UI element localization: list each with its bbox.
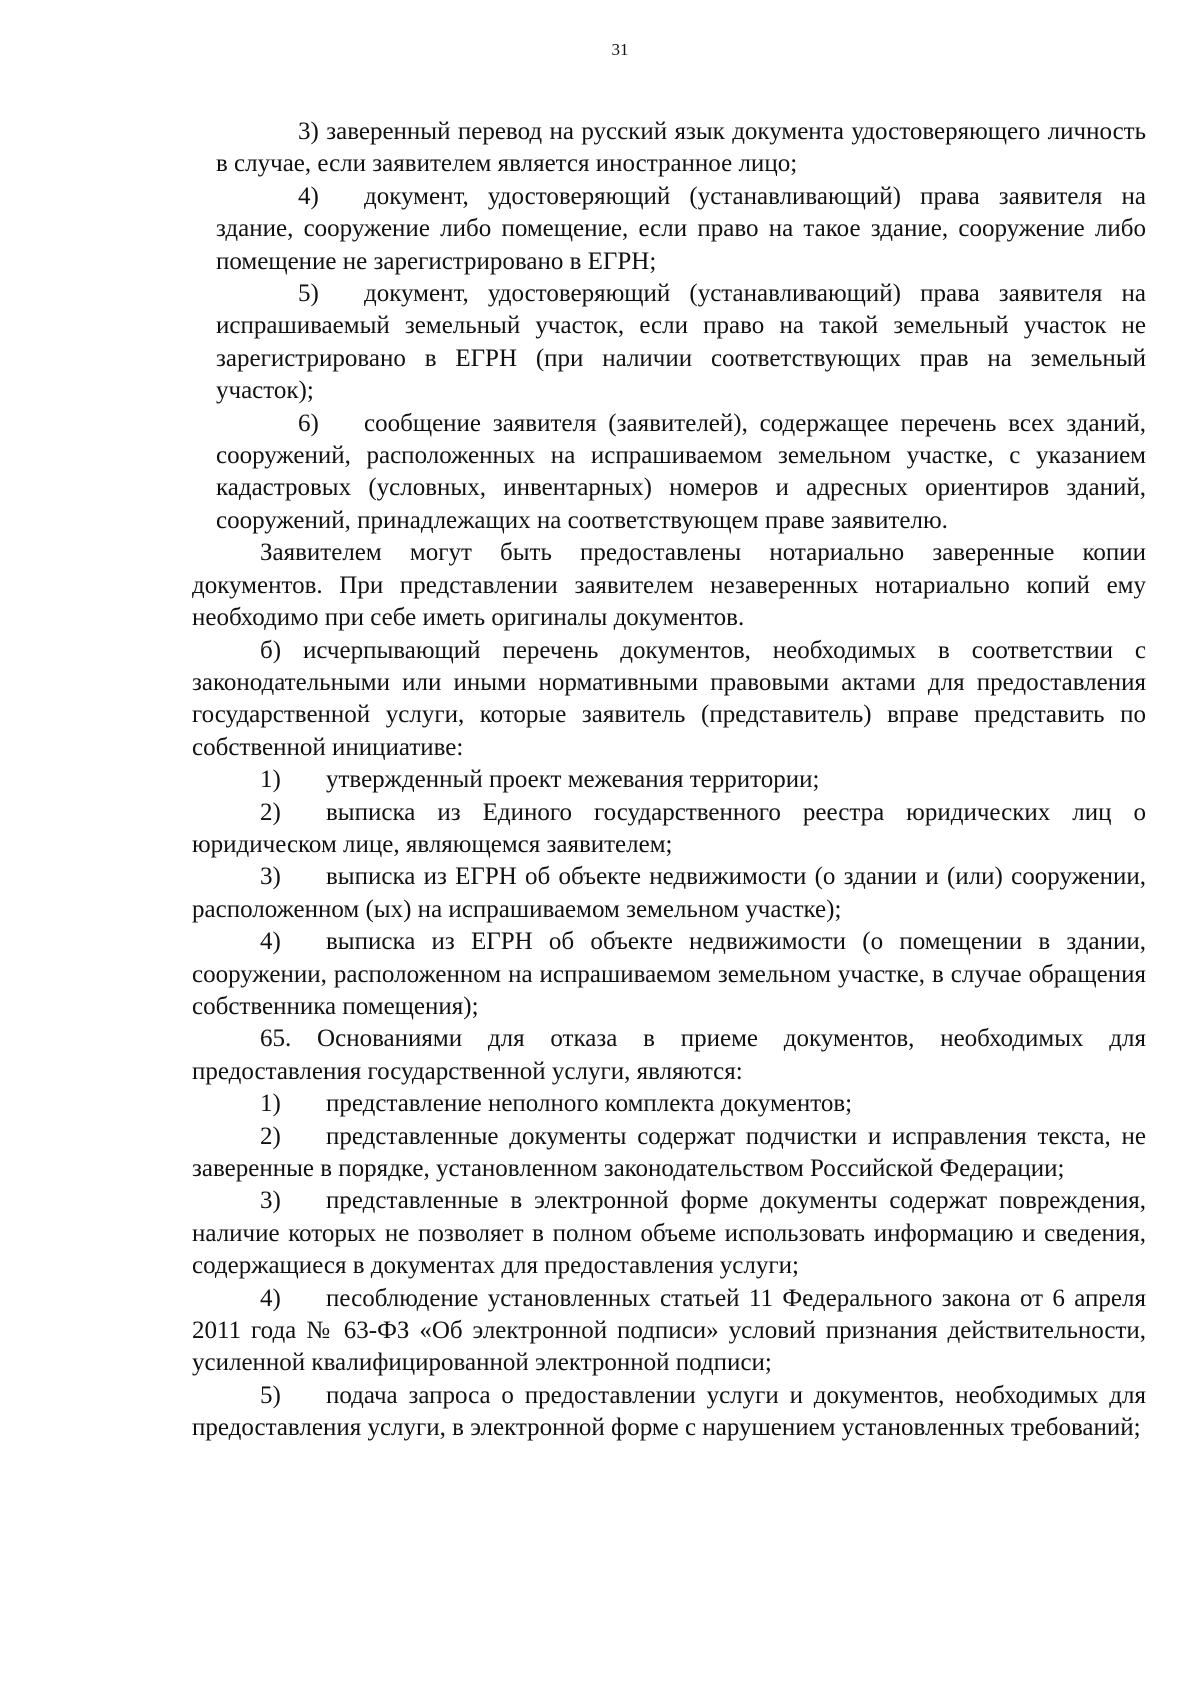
paragraph-item-3-translation — [216, 116, 1146, 181]
paragraph-b-exhaustive-list — [192, 635, 1146, 765]
paragraph-item-4-building-rights — [216, 181, 1146, 278]
item-number: 6) — [298, 409, 319, 437]
paragraph-text: Заявителем могут быть предоставлены нотариально заверенные копии документов. При представлении заявителем незаверенных нотариально копий ему необходимо при себе иметь оригиналы документов. — [192, 539, 1146, 632]
paragraph-text: представление неполного комплекта документов; — [326, 1090, 853, 1118]
item-number: 1) — [260, 1090, 281, 1118]
paragraph-text: документ, удостоверяющий (устанавливающий) права заявителя на здание, сооружение либо помещение, если право на такое здание, сооружение либо помещение не зарегистрировано в ЕГРН; — [216, 182, 1146, 275]
paragraph-65-item-3 — [192, 1185, 1146, 1282]
paragraph-item-5-land-rights — [216, 278, 1146, 408]
paragraph-b-item-1 — [192, 764, 1146, 796]
paragraph-65-item-1 — [192, 1088, 1146, 1120]
paragraph-text: 65. Основаниями для отказа в приеме документов, необходимых для предоставления государственной услуги, являются: — [192, 1025, 1146, 1085]
item-number: 4) — [260, 1284, 281, 1312]
paragraph-text: выписка из Единого государственного реестра юридических лиц о юридическом лице, являющемся заявителем; — [192, 798, 1146, 858]
item-number: 2) — [260, 1122, 281, 1150]
item-number: 2) — [260, 798, 281, 826]
paragraph-b-item-4 — [192, 926, 1146, 1023]
item-number: 3) — [260, 863, 281, 891]
paragraph-65-item-5 — [192, 1380, 1146, 1445]
paragraph-65-item-4 — [192, 1283, 1146, 1380]
paragraph-text: выписка из ЕГРН об объекте недвижимости (о здании и (или) сооружении, расположенном (ых) на испрашиваемом земельном участке); — [192, 863, 1146, 923]
paragraph-text: представленные в электронной форме документы содержат повреждения, наличие которых не позволяет в полном объеме использовать информацию и сведения, содержащиеся в документах для предоставления услуги; — [192, 1187, 1146, 1280]
paragraph-text: сообщение заявителя (заявителей), содержащее перечень всех зданий, сооружений, расположенных на испрашиваемом земельном участке, с указанием кадастровых (условных, инвентарных) номеров и адресных ориентиров зданий, сооружений, принадлежащих на соответствующем праве заявителю. — [216, 409, 1146, 534]
item-number: 1) — [260, 766, 281, 794]
page-number: 31 — [611, 40, 629, 59]
paragraph-text: песоблюдение установленных статьей 11 Федерального закона от 6 апреля 2011 года № 63-ФЗ «Об электронной подписи» условий признания действительности, усиленной квалифицированной электронной подписи; — [192, 1284, 1146, 1377]
paragraph-text: б) исчерпывающий перечень документов, необходимых в соответствии с законодательными или иными нормативными правовыми актами для предоставления государственной услуги, которые заявитель (представитель) вправе представить по собственной инициативе: — [192, 636, 1146, 761]
item-number: 5) — [298, 280, 319, 308]
item-number: 3) — [260, 1187, 281, 1215]
paragraph-text: 3) заверенный перевод на русский язык документа удостоверяющего личность в случае, если заявителем является иностранное лицо; — [216, 118, 1146, 178]
paragraph-65-refusal-grounds — [192, 1023, 1146, 1088]
paragraph-notarized-copies — [192, 537, 1146, 634]
paragraph-text: подача запроса о предоставлении услуги и документов, необходимых для предоставления услуги, в электронной форме с нарушением установленных требований; — [192, 1381, 1146, 1442]
upper-list — [204, 116, 1146, 537]
paragraph-text: документ, удостоверяющий (устанавливающий) права заявителя на испрашиваемый земельный участок, если право на такой земельный участок не зарегистрировано в ЕГРН (при наличии соответствующих прав на земельный участок); — [216, 280, 1146, 405]
paragraph-text: утвержденный проект межевания территории; — [326, 766, 820, 794]
paragraph-b-item-2 — [192, 797, 1146, 862]
paragraph-item-6-applicant-message — [216, 408, 1146, 538]
paragraph-65-item-2 — [192, 1121, 1146, 1186]
paragraph-text: представленные документы содержат подчистки и исправления текста, не заверенные в порядке, установленном законодательством Российской Федерации; — [192, 1122, 1146, 1182]
item-number: 4) — [298, 182, 319, 210]
paragraph-b-item-3 — [192, 861, 1146, 926]
item-number: 5) — [260, 1381, 281, 1409]
item-number: 4) — [260, 928, 281, 956]
paragraph-text: выписка из ЕГРН об объекте недвижимости (о помещении в здании, сооружении, расположенном на испрашиваемом земельном участке, в случае обращения собственника помещения); — [192, 928, 1146, 1020]
document-body — [192, 116, 1146, 1445]
